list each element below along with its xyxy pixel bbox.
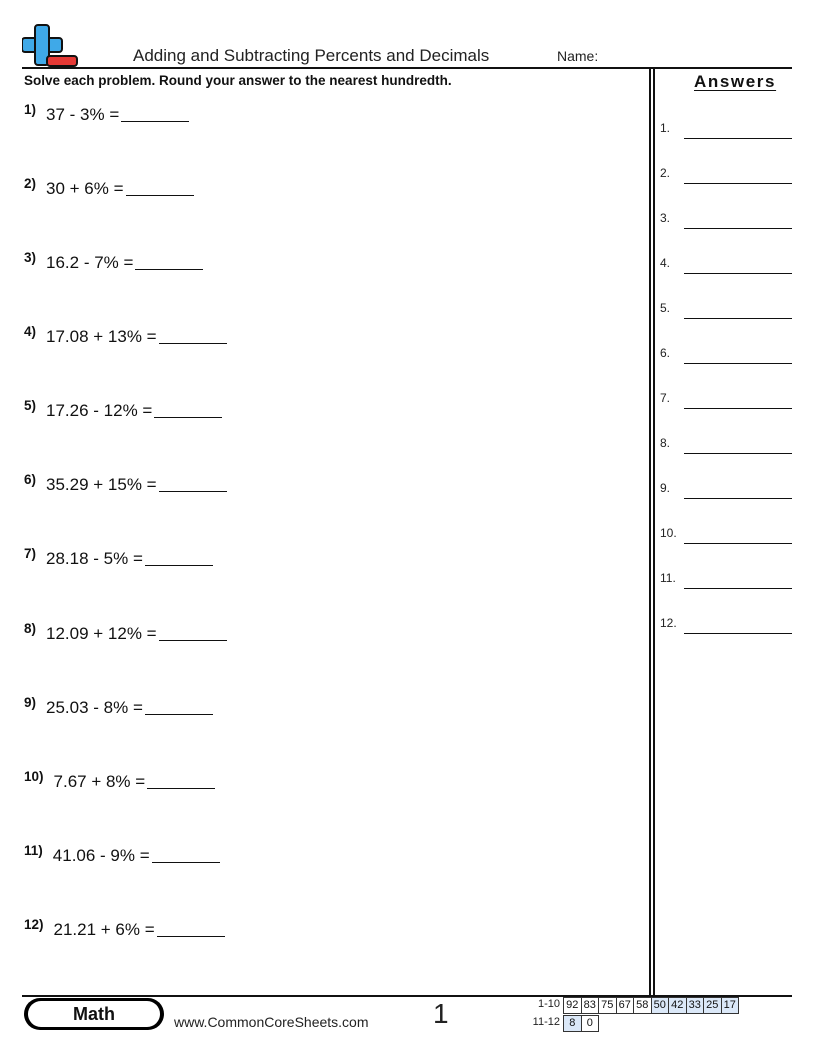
site-url: www.CommonCoreSheets.com (174, 1014, 369, 1030)
problem-number: 3) (24, 250, 37, 265)
column-divider (653, 67, 655, 996)
problem-number: 4) (24, 324, 37, 339)
plus-minus-logo-icon (22, 24, 80, 68)
score-row-label: 11-12 (532, 1016, 560, 1028)
page-number: 1 (433, 998, 449, 1029)
answer-number: 4. (660, 256, 671, 270)
answer-blank[interactable] (121, 107, 189, 122)
problem-item (24, 546, 213, 569)
score-cell: 33 (686, 997, 705, 1014)
answer-blank[interactable] (145, 700, 213, 715)
problem-item (24, 324, 227, 347)
answer-blank[interactable] (135, 255, 203, 270)
score-cell: 8 (563, 1015, 582, 1032)
answer-line[interactable] (684, 453, 792, 454)
score-cell: 67 (616, 997, 635, 1014)
answer-row (660, 346, 792, 364)
problem-number: 2) (24, 176, 37, 191)
answer-row (660, 436, 792, 454)
answer-number: 12. (660, 616, 677, 630)
score-cell: 58 (633, 997, 652, 1014)
problem-item (24, 769, 215, 792)
answer-number: 8. (660, 436, 671, 450)
problem-item (24, 472, 227, 495)
answer-blank[interactable] (147, 774, 215, 789)
problem-number: 11) (24, 843, 43, 858)
problem-item (24, 102, 189, 125)
answer-blank[interactable] (159, 626, 227, 641)
answer-blank[interactable] (157, 922, 225, 937)
subject-badge-label: Math (28, 1001, 160, 1027)
answer-row (660, 571, 792, 589)
answer-row (660, 391, 792, 409)
answer-blank[interactable] (159, 477, 227, 492)
answer-row (660, 481, 792, 499)
answer-number: 9. (660, 481, 671, 495)
score-row (564, 1015, 599, 1032)
answer-line[interactable] (684, 228, 792, 229)
answer-number: 5. (660, 301, 671, 315)
problem-item (24, 176, 194, 199)
problem-expression: 17.08 + 13% = (46, 327, 157, 346)
answer-row (660, 121, 792, 139)
problem-expression: 21.21 + 6% = (53, 920, 155, 939)
problem-number: 5) (24, 398, 37, 413)
problem-expression: 12.09 + 12% = (46, 624, 157, 643)
answer-number: 6. (660, 346, 671, 360)
answer-line[interactable] (684, 498, 792, 499)
score-cell: 83 (581, 997, 600, 1014)
answer-row (660, 526, 792, 544)
answer-number: 1. (660, 121, 671, 135)
answer-number: 2. (660, 166, 671, 180)
answer-number: 3. (660, 211, 671, 225)
answer-row (660, 301, 792, 319)
answer-row (660, 166, 792, 184)
worksheet-title: Adding and Subtracting Percents and Decimals (133, 46, 490, 65)
answer-number: 11. (660, 571, 676, 585)
problem-number: 8) (24, 621, 37, 636)
problem-expression: 30 + 6% = (46, 179, 124, 198)
name-label: Name: (557, 48, 599, 64)
answer-line[interactable] (684, 183, 792, 184)
score-cell: 92 (563, 997, 582, 1014)
answer-blank[interactable] (154, 403, 222, 418)
problem-number: 9) (24, 695, 37, 710)
score-cell: 42 (668, 997, 687, 1014)
problem-item (24, 250, 203, 273)
answer-line[interactable] (684, 318, 792, 319)
problem-expression: 37 - 3% = (46, 105, 120, 124)
problem-expression: 16.2 - 7% = (46, 253, 134, 272)
problem-item (24, 621, 227, 644)
answers-heading: Answers (694, 72, 777, 91)
answer-row (660, 616, 792, 634)
score-cell: 25 (703, 997, 722, 1014)
score-cell: 50 (651, 997, 670, 1014)
answer-row (660, 211, 792, 229)
problem-number: 1) (24, 102, 37, 117)
answer-blank[interactable] (145, 551, 213, 566)
answer-blank[interactable] (126, 181, 194, 196)
problem-number: 10) (24, 769, 44, 784)
answer-line[interactable] (684, 273, 792, 274)
answer-line[interactable] (684, 363, 792, 364)
score-cell: 0 (581, 1015, 600, 1032)
score-cell: 17 (721, 997, 740, 1014)
problem-expression: 7.67 + 8% = (53, 772, 146, 791)
column-divider (649, 67, 651, 996)
score-cell: 75 (598, 997, 617, 1014)
answer-number: 10. (660, 526, 677, 540)
problem-item (24, 695, 213, 718)
problem-expression: 17.26 - 12% = (46, 401, 153, 420)
answer-row (660, 256, 792, 274)
instructions: Solve each problem. Round your answer to the nearest hundredth. (24, 73, 452, 88)
answer-blank[interactable] (159, 329, 227, 344)
problem-number: 7) (24, 546, 37, 561)
score-row (564, 997, 739, 1014)
problem-number: 6) (24, 472, 37, 487)
answer-number: 7. (660, 391, 671, 405)
problem-item (24, 843, 220, 866)
answer-line[interactable] (684, 543, 792, 544)
score-row-label: 1-10 (537, 998, 560, 1010)
problem-expression: 41.06 - 9% = (52, 846, 150, 865)
answer-line[interactable] (684, 588, 792, 589)
header-divider (22, 67, 792, 69)
problem-expression: 28.18 - 5% = (46, 549, 143, 568)
answer-line[interactable] (684, 138, 792, 139)
problem-item (24, 398, 222, 421)
problem-item (24, 917, 225, 940)
answer-line[interactable] (684, 633, 792, 634)
problem-number: 12) (24, 917, 44, 932)
problem-expression: 35.29 + 15% = (46, 475, 157, 494)
problem-expression: 25.03 - 8% = (46, 698, 143, 717)
answer-line[interactable] (684, 408, 792, 409)
answer-blank[interactable] (152, 848, 220, 863)
